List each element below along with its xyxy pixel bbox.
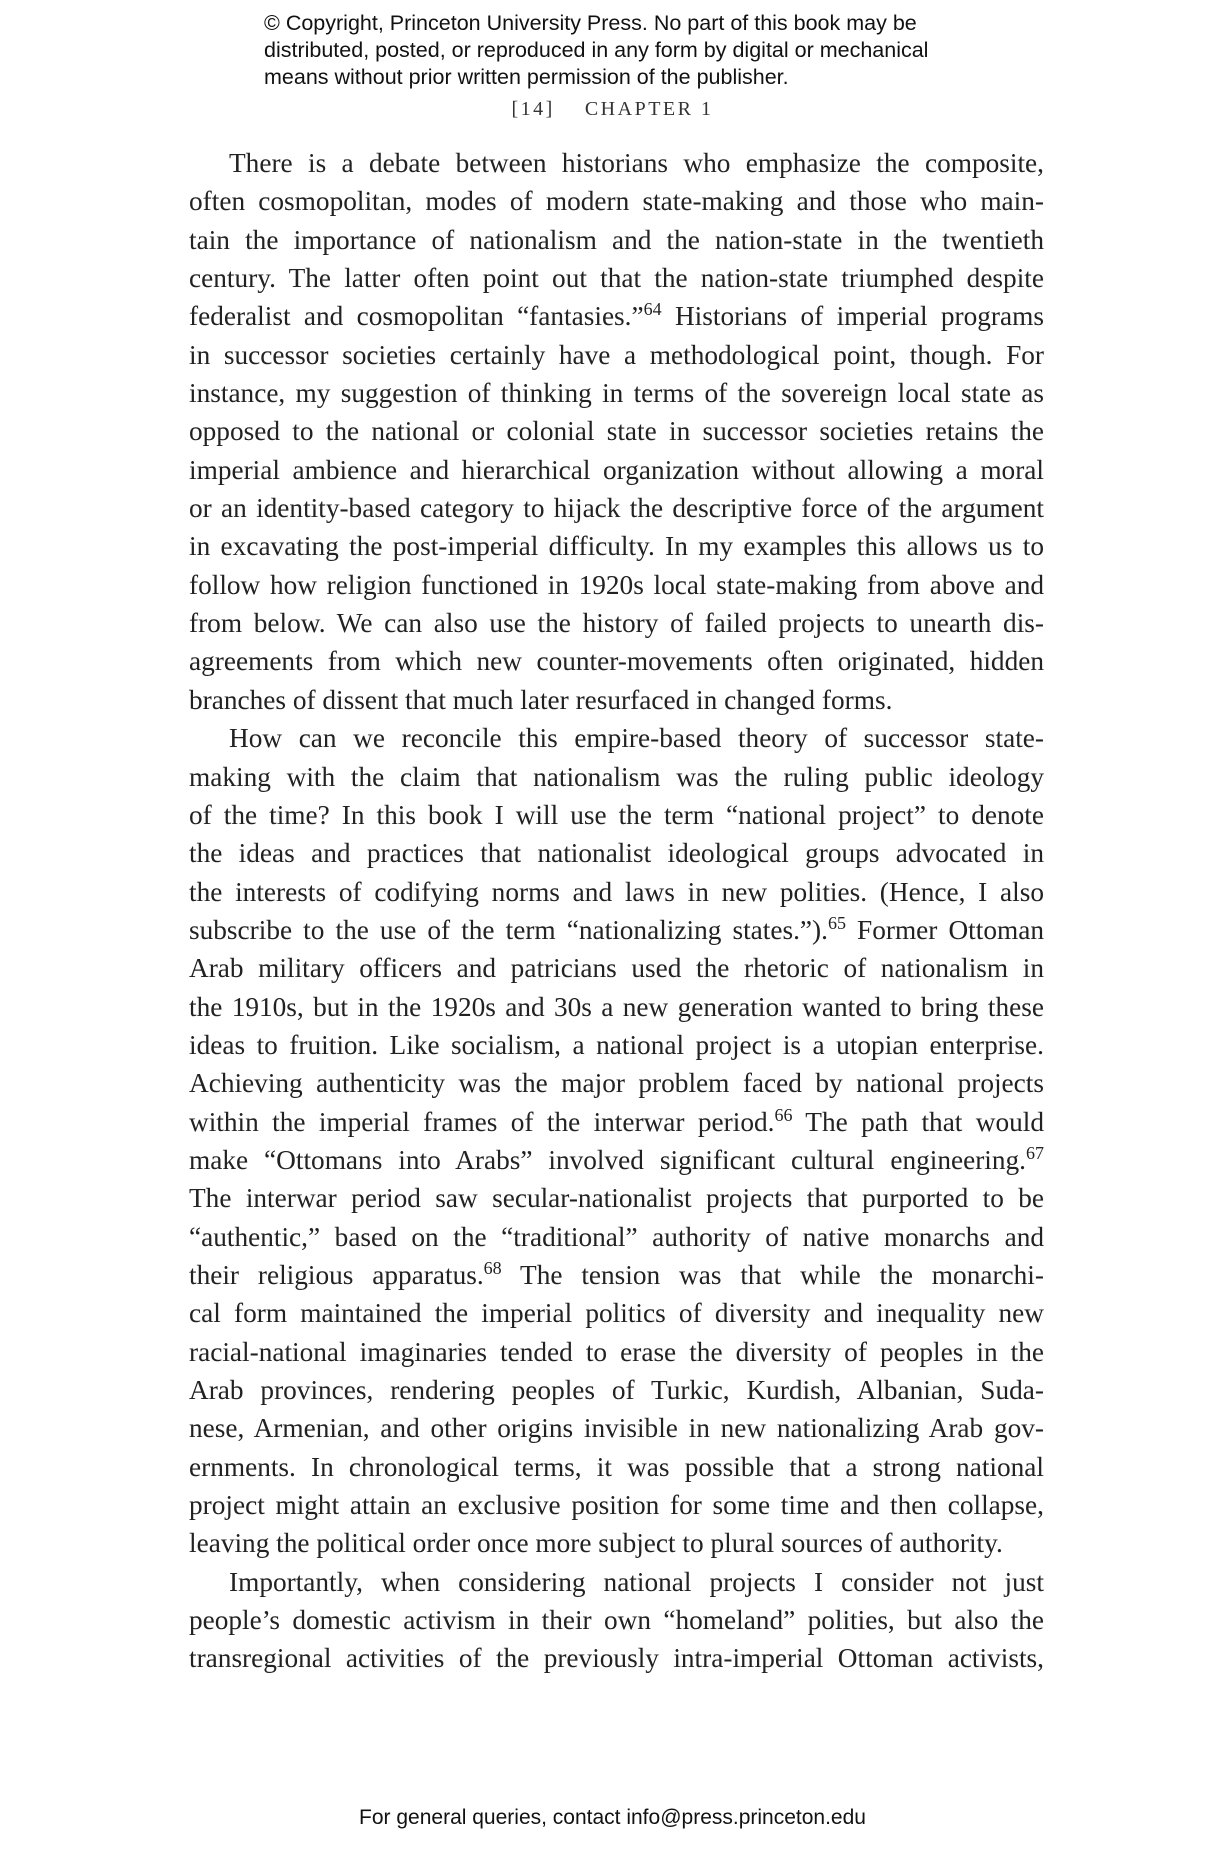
- text-line: project might attain an exclusive position for some time and then collapse,: [189, 1490, 1044, 1521]
- footnote-ref: 64: [643, 299, 662, 320]
- text-line: cal form maintained the imperial politics of diversity and inequality new: [189, 1298, 1044, 1329]
- text-line: Arab military officers and patricians used the rhetoric of nationalism in: [189, 953, 1044, 984]
- text-line: ernments. In chronological terms, it was possible that a strong national: [189, 1451, 1044, 1482]
- text-line: Importantly, when considering national projects I consider not just: [229, 1566, 1044, 1597]
- text-line: of the time? In this book I will use the term “national project” to denote: [189, 799, 1044, 830]
- text-line: instance, my suggestion of thinking in terms of the sovereign local state as: [189, 378, 1044, 409]
- text-line: How can we reconcile this empire-based theory of successor state-: [229, 723, 1044, 754]
- text-line: branches of dissent that much later resurfaced in changed forms.: [189, 684, 893, 715]
- copyright-notice: [264, 10, 1024, 91]
- copyright-line: © Copyright, Princeton University Press. No part of this book may be: [264, 11, 917, 35]
- text-line: in excavating the post-imperial difficulty. In my examples this allows us to: [189, 531, 1044, 562]
- text-line: [189, 1141, 1044, 1179]
- text-line: nese, Armenian, and other origins invisible in new nationalizing Arab gov-: [189, 1413, 1044, 1444]
- text-line: The interwar period saw secular-nationalist projects that purported to be: [189, 1183, 1044, 1214]
- text-line: opposed to the national or colonial state in successor societies retains the: [189, 416, 1044, 447]
- text-line: ideas to fruition. Like socialism, a national project is a utopian enterprise.: [189, 1029, 1044, 1060]
- running-head: [0, 98, 1225, 121]
- copyright-line: means without prior written permission of the publisher.: [264, 65, 789, 89]
- text-segment: subscribe to the use of the term “nationalizing states.”).: [189, 914, 828, 945]
- footnote-ref: 67: [1026, 1143, 1044, 1164]
- text-line: follow how religion functioned in 1920s local state-making from above and: [189, 569, 1044, 600]
- text-line: [189, 911, 1044, 949]
- text-segment: Historians of imperial programs: [661, 301, 1044, 332]
- text-line: people’s domestic activism in their own “homeland” polities, but also the: [189, 1605, 1044, 1636]
- text-line: Achieving authenticity was the major problem faced by national projects: [189, 1068, 1044, 1099]
- text-line: or an identity-based category to hijack the descriptive force of the argument: [189, 493, 1044, 524]
- text-line: transregional activities of the previously intra-imperial Ottoman activists,: [189, 1643, 1044, 1674]
- text-segment: federalist and cosmopolitan “fantasies.”: [189, 301, 644, 332]
- text-line: often cosmopolitan, modes of modern state-making and those who main-: [189, 186, 1044, 217]
- text-segment: The tension was that while the monarchi-: [501, 1259, 1044, 1290]
- copyright-line: distributed, posted, or reproduced in any form by digital or mechanical: [264, 38, 929, 62]
- text-line: making with the claim that nationalism was the ruling public ideology: [189, 761, 1044, 792]
- footnote-ref: 68: [483, 1258, 502, 1279]
- text-segment: Former Ottoman: [845, 914, 1044, 945]
- text-line: in successor societies certainly have a methodological point, though. For: [189, 339, 1044, 370]
- text-segment: The path that would: [792, 1106, 1044, 1137]
- text-line: the 1910s, but in the 1920s and 30s a new generation wanted to bring these: [189, 991, 1044, 1022]
- text-line: Arab provinces, rendering peoples of Turkic, Kurdish, Albanian, Suda-: [189, 1375, 1044, 1405]
- text-line: racial-national imaginaries tended to erase the diversity of peoples in the: [189, 1336, 1044, 1367]
- text-line: There is a debate between historians who emphasize the composite,: [229, 148, 1044, 178]
- text-line: tain the importance of nationalism and the nation-state in the twentieth: [189, 224, 1044, 255]
- body-text: [189, 144, 1044, 1678]
- text-line: agreements from which new counter-movements often originated, hidden: [189, 646, 1044, 677]
- page-number: [14]: [511, 98, 555, 120]
- footer-contact: For general queries, contact info@press.princeton.edu: [359, 1806, 866, 1829]
- text-line: imperial ambience and hierarchical organization without allowing a moral: [189, 454, 1044, 485]
- text-line: [189, 1256, 1044, 1294]
- text-line: [189, 1103, 1044, 1141]
- text-line: the ideas and practices that nationalist ideological groups advocated in: [189, 838, 1044, 869]
- text-segment: their religious apparatus.: [189, 1259, 484, 1290]
- text-line: [189, 297, 1044, 335]
- text-line: century. The latter often point out that the nation-state triumphed despite: [189, 263, 1044, 294]
- text-segment: make “Ottomans into Arabs” involved significant cultural engineering.: [189, 1144, 1026, 1175]
- footnote-ref: 66: [774, 1104, 793, 1125]
- text-line: the interests of codifying norms and laws in new polities. (Hence, I also: [189, 876, 1044, 907]
- text-line: from below. We can also use the history of failed projects to unearth dis-: [189, 608, 1044, 639]
- chapter-label: CHAPTER 1: [584, 98, 714, 120]
- footnote-ref: 65: [827, 912, 846, 933]
- text-line: leaving the political order once more subject to plural sources of authority.: [189, 1528, 1003, 1559]
- text-line: “authentic,” based on the “traditional” authority of native monarchs and: [189, 1221, 1044, 1252]
- text-segment: within the imperial frames of the interwar period.: [189, 1106, 775, 1137]
